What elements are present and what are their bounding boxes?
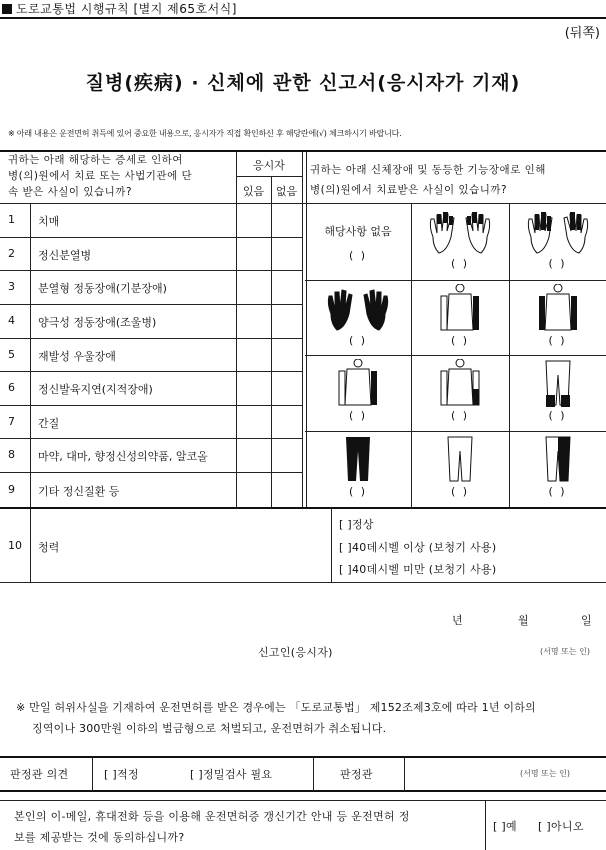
legs-icon [538,435,578,485]
consent-no[interactable]: [ ]아니오 [538,820,584,833]
date-year-label: 년 [452,614,463,627]
signer-label: 신고인(응시자) [258,646,333,659]
condition-number: 8 [8,448,15,461]
review-line [404,758,405,790]
condition-label: 간질 [38,416,60,430]
review-top-rule [0,756,606,758]
form-reference-text: 도로교통법 시행규칙 [별지 제65호서식] [16,2,237,16]
body-cell-legs-both[interactable] [305,431,411,507]
left-question [8,152,192,200]
left-question-line: 귀하는 아래 해당하는 증세로 인하여 [8,154,183,166]
date-day-label: 일 [581,614,592,627]
hands-fingers-both-icon [425,207,495,257]
no-checkbox-cell[interactable] [272,204,302,237]
number-col-line [30,203,31,507]
check-blank[interactable]: ( ) [450,409,470,422]
yes-checkbox-cell[interactable] [237,305,271,338]
hearing-opt-line [331,509,332,582]
consent-yes[interactable]: [ ]예 [493,820,517,833]
legs-icon [440,435,480,485]
consent-top-line [0,800,606,801]
review-option-detailed-exam[interactable]: [ ]정밀검사 필요 [190,768,273,781]
condition-label: 재발성 우울장애 [38,349,116,363]
condition-number: 7 [8,414,15,428]
body-cell-hands-both-whole[interactable] [305,280,411,355]
condition-label: 분열형 정동장애(기분장애) [38,282,167,295]
review-option-fit[interactable]: [ ]적정 [104,768,139,781]
review-line [313,758,314,790]
check-blank[interactable]: ( ) [348,485,368,498]
check-blank[interactable]: ( ) [348,409,368,422]
signature-hint[interactable]: (서명 또는 인) [540,647,590,656]
no-checkbox-cell[interactable] [272,305,302,338]
condition-label: 기타 정신질환 등 [38,484,120,498]
body-cell-torso-right-arm[interactable] [411,280,509,355]
torso-arm-icon [333,359,383,409]
check-blank[interactable]: ( ) [548,257,567,270]
back-side-label: (뒤쪽) [564,26,600,41]
no-checkbox-cell[interactable] [272,339,302,371]
body-cell-torso-both-arms[interactable] [305,355,411,431]
false-statement-warning [16,697,536,739]
check-blank[interactable]: ( ) [450,485,470,498]
review-signature-hint[interactable]: (서명 또는 인) [520,769,570,778]
legs-icon [338,435,378,485]
yes-checkbox-cell[interactable] [237,271,271,304]
hearing-num-line [30,509,31,582]
body-cell-torso-arm-back[interactable] [411,355,509,431]
consent-question-line: 본인의 이-메일, 휴대전화 등을 이용해 운전면허증 갱신기간 안내 등 운전면허 정 [14,810,410,823]
hearing-top-rule [0,507,606,509]
no-checkbox-cell[interactable] [272,238,302,270]
right-question-line: 귀하는 아래 신체장애 및 동등한 기능장애로 인해 [310,164,546,176]
consent-question [14,806,410,848]
condition-number: 4 [8,314,15,327]
check-blank[interactable]: ( ) [450,334,470,347]
condition-number: 2 [8,246,15,260]
hands-fingers-one-icon [523,207,593,257]
condition-number: 9 [8,482,15,496]
review-bottom-rule [0,790,606,792]
no-checkbox-cell[interactable] [272,473,302,507]
hearing-option-under-40db[interactable]: [ ]40데시벨 미만 (보청기 사용) [339,563,497,576]
form-title: 질병(疾病) · 신체에 관한 신고서(응시자가 기재) [85,72,521,94]
condition-label: 양극성 정동장애(조울병) [38,316,157,329]
body-cell-torso-left-arm[interactable] [509,280,606,355]
right-question [310,160,546,200]
body-cell-legs-left[interactable] [509,431,606,507]
hearing-option-normal[interactable]: [ ]정상 [339,518,374,531]
check-blank[interactable]: ( ) [548,485,567,498]
torso-arm-icon [435,359,485,409]
yes-checkbox-cell[interactable] [237,406,271,438]
check-blank[interactable]: ( ) [450,257,470,270]
body-cell-legs-right[interactable] [411,431,509,507]
condition-number: 5 [8,347,15,361]
none-applicable-label: 해당사항 없음 [324,225,392,238]
applicant-sub-line [236,176,302,177]
legs-icon [538,359,578,409]
yes-checkbox-cell[interactable] [237,372,271,405]
condition-label: 정신분열병 [38,248,92,262]
square-bullet-icon [2,4,12,14]
condition-number: 3 [8,280,15,293]
form-reference [2,0,237,17]
no-header: 없음 [275,185,298,198]
hearing-label: 청력 [38,541,60,554]
check-blank[interactable]: ( ) [548,409,567,422]
hearing-option-over-40db[interactable]: [ ]40데시벨 이상 (보청기 사용) [339,541,497,554]
condition-number: 1 [8,213,15,226]
review-officer-label: 판정관 [340,768,373,781]
date-month-label: 월 [518,614,529,627]
left-question-line: 속 받은 사실이 있습니까? [8,186,133,198]
check-blank[interactable]: ( ) [348,249,368,262]
warning-line: ※ 만일 허위사실을 기재하여 운전면허를 받은 경우에는 「도로교통법」 제152조제3호에 따라 1년 이하의 [16,701,536,714]
condition-label: 정신발육지연(지적장애) [38,383,153,396]
yes-checkbox-cell[interactable] [237,238,271,270]
right-question-line: 병(의)원에서 치료받은 사실이 있습니까? [310,184,508,196]
review-line [92,758,93,790]
yes-checkbox-cell[interactable] [237,339,271,371]
torso-arm-icon [435,284,485,334]
consent-question-line: 보를 제공받는 것에 동의하십니까? [14,831,185,844]
yes-header: 있음 [242,185,265,198]
body-cell-none[interactable] [305,203,411,280]
notice-text: ※ 아래 내용은 운전면허 취득에 있어 중요한 내용으로, 응시자가 직접 확인하신 후 해당란에(√) 체크하시기 바랍니다. [8,129,402,138]
condition-label: 마약, 대마, 향정신성의약품, 알코올 [38,450,208,463]
hearing-bottom-line [0,582,606,583]
condition-label: 치매 [38,215,60,228]
consent-line [485,800,486,850]
applicant-header: 응시자 [253,159,285,172]
hands-whole-icon [323,284,393,334]
condition-number: 6 [8,381,15,394]
check-blank[interactable]: ( ) [348,334,368,347]
body-cell-legs-feet[interactable] [509,355,606,431]
yes-checkbox-cell[interactable] [237,473,271,507]
warning-line: 징역이나 300만원 이하의 벌금형으로 처벌되고, 운전면허가 취소됩니다. [32,722,387,735]
yes-checkbox-cell[interactable] [237,204,271,237]
top-rule [0,17,606,19]
torso-arm-icon [533,284,583,334]
hearing-number: 10 [8,539,22,552]
yes-checkbox-cell[interactable] [237,439,271,472]
body-cell-hands-right-fingers[interactable] [509,203,606,280]
check-blank[interactable]: ( ) [548,334,567,347]
left-question-line: 병(의)원에서 치료 또는 사법기관에 단 [8,170,193,182]
no-checkbox-cell[interactable] [272,406,302,438]
review-label: 판정관 의견 [10,768,69,781]
body-cell-hands-both-fingers[interactable] [411,203,509,280]
no-checkbox-cell[interactable] [272,372,302,405]
no-checkbox-cell[interactable] [272,271,302,304]
no-checkbox-cell[interactable] [272,439,302,472]
